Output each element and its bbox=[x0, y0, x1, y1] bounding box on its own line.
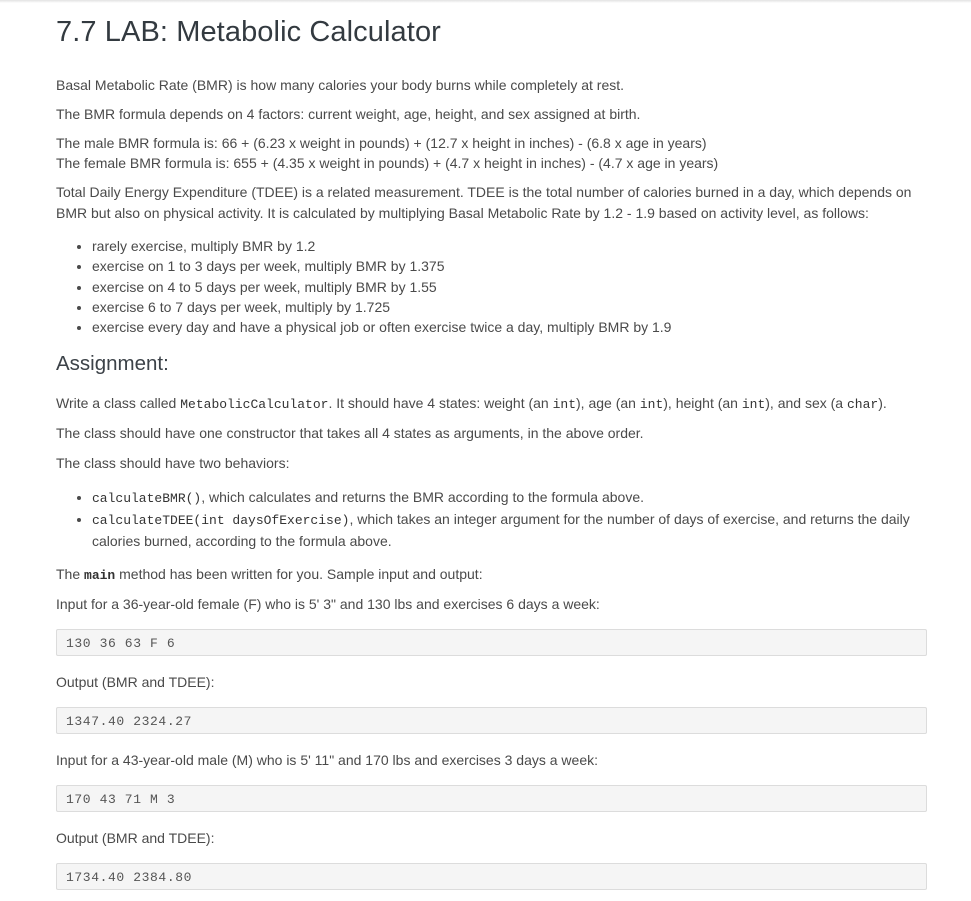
list-item: • exercise on 4 to 5 days per week, multiply BMR by 1.55 bbox=[92, 277, 671, 297]
sample-output-label: Output (BMR and TDEE): bbox=[56, 674, 215, 690]
list-item: • calculateBMR(), which calculates and returns the BMR according to the formula above. bbox=[92, 487, 918, 509]
sample-output-value: 1347.40 2324.27 bbox=[66, 714, 193, 729]
female-formula: The female BMR formula is: 655 + (4.35 x weight in pounds) + (4.7 x height in inches) - (4.7 x age in years) bbox=[56, 155, 719, 171]
sample-output-box bbox=[56, 863, 927, 890]
sample-input-box bbox=[56, 785, 927, 812]
list-item: • exercise on 1 to 3 days per week, multiply BMR by 1.375 bbox=[92, 256, 671, 276]
type-code: int bbox=[639, 397, 664, 412]
list-item: • exercise 6 to 7 days per week, multiply by 1.725 bbox=[92, 297, 671, 317]
assignment-heading: Assignment: bbox=[56, 352, 169, 375]
behaviors-intro: The class should have two behaviors: bbox=[56, 455, 290, 471]
method-code: calculateTDEE(int daysOfExercise) bbox=[92, 513, 350, 528]
sample-input-value: 130 36 63 F 6 bbox=[66, 636, 176, 651]
sample-input-box bbox=[56, 629, 927, 656]
sample-input-label: Input for a 43-year-old male (M) who is 5' 11" and 170 lbs and exercises 3 days a week: bbox=[56, 752, 598, 768]
list-item: • exercise every day and have a physical job or often exercise twice a day, multiply BMR by 1.9 bbox=[92, 317, 671, 337]
sample-input-value: 170 43 71 M 3 bbox=[66, 792, 176, 807]
male-formula: The male BMR formula is: 66 + (6.23 x weight in pounds) + (12.7 x height in inches) - (6.8 x age in years) bbox=[56, 135, 707, 151]
main-sentence: The main method has been written for you. Sample input and output: bbox=[56, 566, 483, 583]
constructor-sentence: The class should have one constructor that takes all 4 states as arguments, in the above order. bbox=[56, 425, 644, 441]
method-code: calculateBMR() bbox=[92, 491, 202, 506]
top-edge-shadow bbox=[0, 0, 971, 3]
activity-level-list bbox=[56, 236, 671, 337]
sample-input-label: Input for a 36-year-old female (F) who is 5' 3" and 130 lbs and exercises 6 days a week: bbox=[56, 596, 600, 612]
sample-output-box bbox=[56, 707, 927, 734]
list-item: • rarely exercise, multiply BMR by 1.2 bbox=[92, 236, 671, 256]
type-code: int bbox=[552, 397, 577, 412]
bmr-factors: The BMR formula depends on 4 factors: current weight, age, height, and sex assigned at birth. bbox=[56, 106, 641, 122]
class-name-code: MetabolicCalculator bbox=[180, 397, 329, 412]
type-code: char bbox=[846, 397, 879, 412]
page-title: 7.7 LAB: Metabolic Calculator bbox=[56, 16, 441, 48]
main-code: main bbox=[84, 568, 116, 583]
type-code: int bbox=[741, 397, 766, 412]
sample-output-value: 1734.40 2384.80 bbox=[66, 870, 193, 885]
behavior-list bbox=[56, 487, 918, 552]
list-item: • calculateTDEE(int daysOfExercise), which takes an integer argument for the number of days of exercise, and returns the daily calories burned, according to the formula above. bbox=[92, 509, 918, 552]
sample-output-label: Output (BMR and TDEE): bbox=[56, 830, 215, 846]
class-sentence: Write a class called MetabolicCalculator. It should have 4 states: weight (an int), age (an int), height (an int), and sex (a char). bbox=[56, 395, 887, 412]
bmr-definition: Basal Metabolic Rate (BMR) is how many calories your body burns while completely at rest. bbox=[56, 77, 625, 93]
tdee-description: Total Daily Energy Expenditure (TDEE) is a related measurement. TDEE is the total number of calories burned in a day, which depends on BMR but also on physical activity. It is calculated by multiplying Basal Metabolic Rate by 1.2 - 1.9 based on activity level, as follows: bbox=[56, 184, 912, 221]
